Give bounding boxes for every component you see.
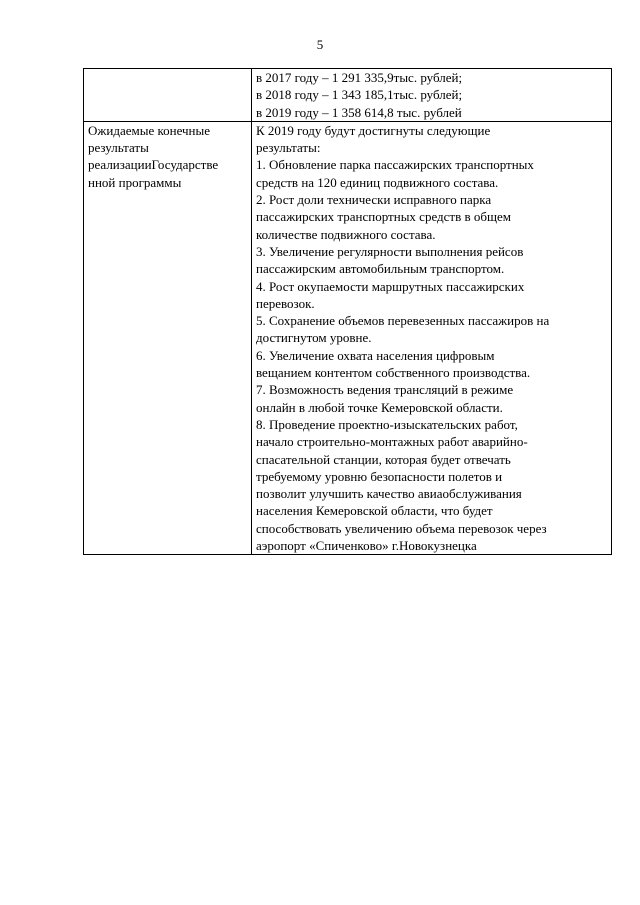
text-line: результаты [88, 140, 149, 156]
text-line: пассажирским автомобильным транспортом. [256, 261, 505, 277]
text-line: 7. Возможность ведения трансляций в режиме [256, 382, 514, 398]
text-line: количестве подвижного состава. [256, 226, 436, 242]
text-line: 8. Проведение проектно-изыскательских работ, [256, 416, 518, 432]
text-line: 2. Рост доли технически исправного парка [256, 192, 492, 208]
text-line: способствовать увеличению объема перевозок через [256, 520, 547, 536]
text-line: в 2017 году – 1 291 335,9тыс. рублей; [256, 70, 463, 85]
text-line: спасательной станции, которая будет отвечать [256, 451, 511, 467]
text-line: позволит улучшить качество авиаобслуживания [256, 486, 522, 502]
text-line: Ожидаемые конечные [88, 122, 211, 138]
text-line: вещанием контентом собственного производства. [256, 365, 531, 381]
text-line: 1. Обновление парка пассажирских транспортных [256, 157, 534, 173]
text-line: К 2019 году будут достигнуты следующие [256, 122, 491, 138]
table-cell-value [252, 69, 612, 122]
text-line: 5. Сохранение объемов перевезенных пассажиров на [256, 313, 550, 329]
text-line: пассажирских транспортных средств в общем [256, 209, 512, 225]
table-cell-label [84, 69, 252, 122]
table-row [84, 69, 612, 122]
text-line: онлайн в любой точке Кемеровской области. [256, 399, 503, 415]
text-line: в 2019 году – 1 358 614,8 тыс. рублей [256, 104, 462, 120]
text-line: 3. Увеличение регулярности выполнения рейсов [256, 243, 524, 259]
text-line: реализацииГосударстве [88, 157, 219, 173]
text-line: нной программы [88, 174, 182, 190]
text-line: средств на 120 единиц подвижного состава. [256, 174, 499, 190]
text-line: достигнутом уровне. [256, 330, 372, 346]
table-cell-label [84, 121, 252, 554]
program-table [83, 68, 612, 555]
text-line: в 2018 году – 1 343 185,1тыс. рублей; [256, 87, 463, 103]
table-cell-value [252, 121, 612, 554]
text-line: результаты: [256, 140, 321, 156]
text-line: населения Кемеровской области, что будет [256, 503, 493, 519]
text-line: начало строительно-монтажных работ аварийно- [256, 434, 528, 450]
text-line: 4. Рост окупаемости маршрутных пассажирских [256, 278, 525, 294]
text-line: 6. Увеличение охвата населения цифровым [256, 347, 495, 363]
text-line: требуемому уровню безопасности полетов и [256, 468, 503, 484]
page-number: 5 [316, 37, 324, 52]
table-row [84, 121, 612, 554]
text-line: аэропорт «Спиченково» г.Новокузнецка [256, 538, 477, 554]
text-line: перевозок. [256, 295, 315, 311]
